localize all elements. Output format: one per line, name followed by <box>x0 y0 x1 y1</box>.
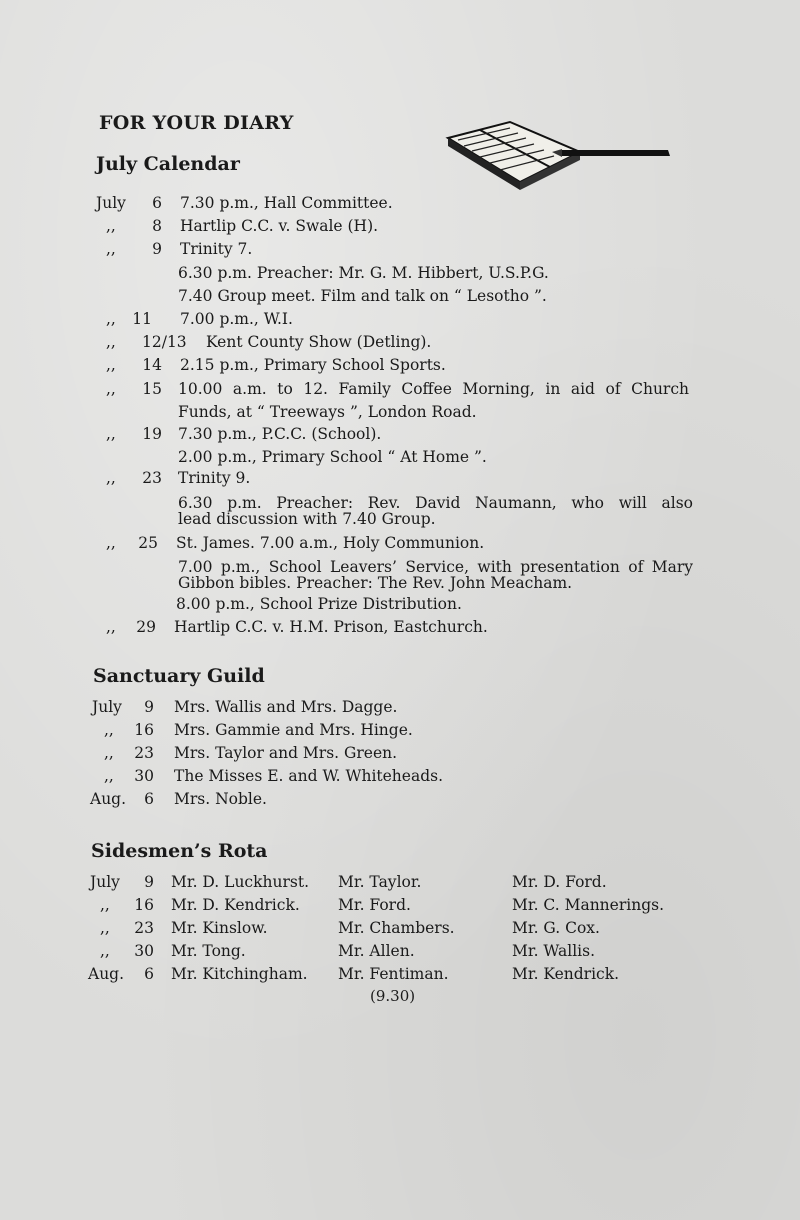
day: 15 <box>142 380 162 398</box>
entry-text: The Misses E. and W. Whiteheads. <box>174 767 444 785</box>
month: ,, <box>100 896 110 914</box>
day: 9 <box>144 698 154 716</box>
day: 29 <box>136 618 156 636</box>
section-heading-sanctuary-guild: Sanctuary Guild <box>93 665 265 687</box>
month: ,, <box>106 356 116 374</box>
rota-name: Mr. Kendrick. <box>512 965 620 983</box>
rota-name: Mr. G. Cox. <box>512 919 600 937</box>
continuation-line: 6.30 p.m. Preacher: Rev. David Naumann, who will also <box>178 494 693 512</box>
entry-text: Mrs. Taylor and Mrs. Green. <box>174 744 398 762</box>
rota-name: Mr. Tong. <box>171 942 246 960</box>
calendar-continuation: Funds, at “ Treeways ”, London Road. <box>178 403 477 421</box>
continuation-line: lead discussion with 7.40 Group. <box>178 510 436 528</box>
month: Aug. <box>88 965 125 983</box>
month: July <box>96 194 126 212</box>
rota-name: Mr. Wallis. <box>512 942 596 960</box>
day: 9 <box>152 240 162 258</box>
day: 6 <box>152 194 162 212</box>
day: 12/13 <box>142 333 187 351</box>
page-folio: (9.30) <box>370 987 416 1005</box>
entry-text: 10.00 a.m. to 12. Family Coffee Morning, in aid of Church <box>178 380 689 398</box>
day: 16 <box>134 896 154 914</box>
day: 30 <box>134 942 154 960</box>
rota-name: Mr. Fentiman. <box>338 965 449 983</box>
rota-name: Mr. Kitchingham. <box>171 965 308 983</box>
rota-name: Mr. Ford. <box>338 896 411 914</box>
month: ,, <box>106 310 116 328</box>
section-heading-july-calendar: July Calendar <box>96 153 240 175</box>
month: ,, <box>106 217 116 235</box>
section-heading-sidesmens-rota: Sidesmen’s Rota <box>91 840 268 862</box>
month: ,, <box>104 744 114 762</box>
rota-name: Mr. C. Mannerings. <box>512 896 664 914</box>
day: 8 <box>152 217 162 235</box>
month: ,, <box>106 534 116 552</box>
day: 14 <box>142 356 162 374</box>
day: 16 <box>134 721 154 739</box>
entry-text: Mrs. Wallis and Mrs. Dagge. <box>174 698 398 716</box>
calendar-continuation: 8.00 p.m., School Prize Distribution. <box>176 595 462 613</box>
open-diary-with-pen-icon <box>440 110 672 190</box>
month: ,, <box>106 240 116 258</box>
month: ,, <box>106 380 116 398</box>
calendar-continuation: 2.00 p.m., Primary School “ At Home ”. <box>178 448 487 466</box>
day: 23 <box>134 744 154 762</box>
month: ,, <box>104 767 114 785</box>
entry-text: 7.00 p.m., W.I. <box>180 310 293 328</box>
month: ,, <box>106 333 116 351</box>
calendar-continuation <box>178 495 693 527</box>
month: ,, <box>100 942 110 960</box>
month: ,, <box>106 425 116 443</box>
entry-text: Hartlip C.C. v. Swale (H). <box>180 217 379 235</box>
rota-name: Mr. Allen. <box>338 942 415 960</box>
entry-text: 7.30 p.m., Hall Committee. <box>180 194 393 212</box>
calendar-continuation: 7.40 Group meet. Film and talk on “ Lesotho ”. <box>178 287 547 305</box>
day: 19 <box>142 425 162 443</box>
entry-text: Mrs. Gammie and Mrs. Hinge. <box>174 721 413 739</box>
month: July <box>90 873 120 891</box>
rota-name: Mr. D. Ford. <box>512 873 607 891</box>
entry-text: Mrs. Noble. <box>174 790 267 808</box>
entry-text: St. James. 7.00 a.m., Holy Communion. <box>176 534 485 552</box>
calendar-continuation <box>178 559 693 591</box>
rota-name: Mr. Taylor. <box>338 873 422 891</box>
rota-name: Mr. Kinslow. <box>171 919 268 937</box>
month: ,, <box>106 469 116 487</box>
entry-text: Hartlip C.C. v. H.M. Prison, Eastchurch. <box>174 618 488 636</box>
day: 11 <box>132 310 152 328</box>
month: Aug. <box>90 790 127 808</box>
month: ,, <box>104 721 114 739</box>
day: 6 <box>144 965 154 983</box>
day: 6 <box>144 790 154 808</box>
month: ,, <box>106 618 116 636</box>
continuation-line: 7.00 p.m., School Leavers’ Service, with presentation of Mary <box>178 558 693 576</box>
entry-text: 2.15 p.m., Primary School Sports. <box>180 356 446 374</box>
entry-text: 7.30 p.m., P.C.C. (School). <box>178 425 382 443</box>
rota-name: Mr. Chambers. <box>338 919 455 937</box>
rota-name: Mr. D. Kendrick. <box>171 896 300 914</box>
day: 30 <box>134 767 154 785</box>
page-title: FOR YOUR DIARY <box>99 112 294 134</box>
entry-text: Trinity 7. <box>180 240 253 258</box>
day: 9 <box>144 873 154 891</box>
day: 23 <box>142 469 162 487</box>
day: 23 <box>134 919 154 937</box>
entry-text: Trinity 9. <box>178 469 251 487</box>
rota-name: Mr. D. Luckhurst. <box>171 873 309 891</box>
entry-text: Kent County Show (Detling). <box>206 333 432 351</box>
continuation-line: Gibbon bibles. Preacher: The Rev. John Meacham. <box>178 574 573 592</box>
calendar-continuation: 6.30 p.m. Preacher: Mr. G. M. Hibbert, U.S.P.G. <box>178 264 549 282</box>
month: July <box>92 698 122 716</box>
month: ,, <box>100 919 110 937</box>
day: 25 <box>138 534 158 552</box>
